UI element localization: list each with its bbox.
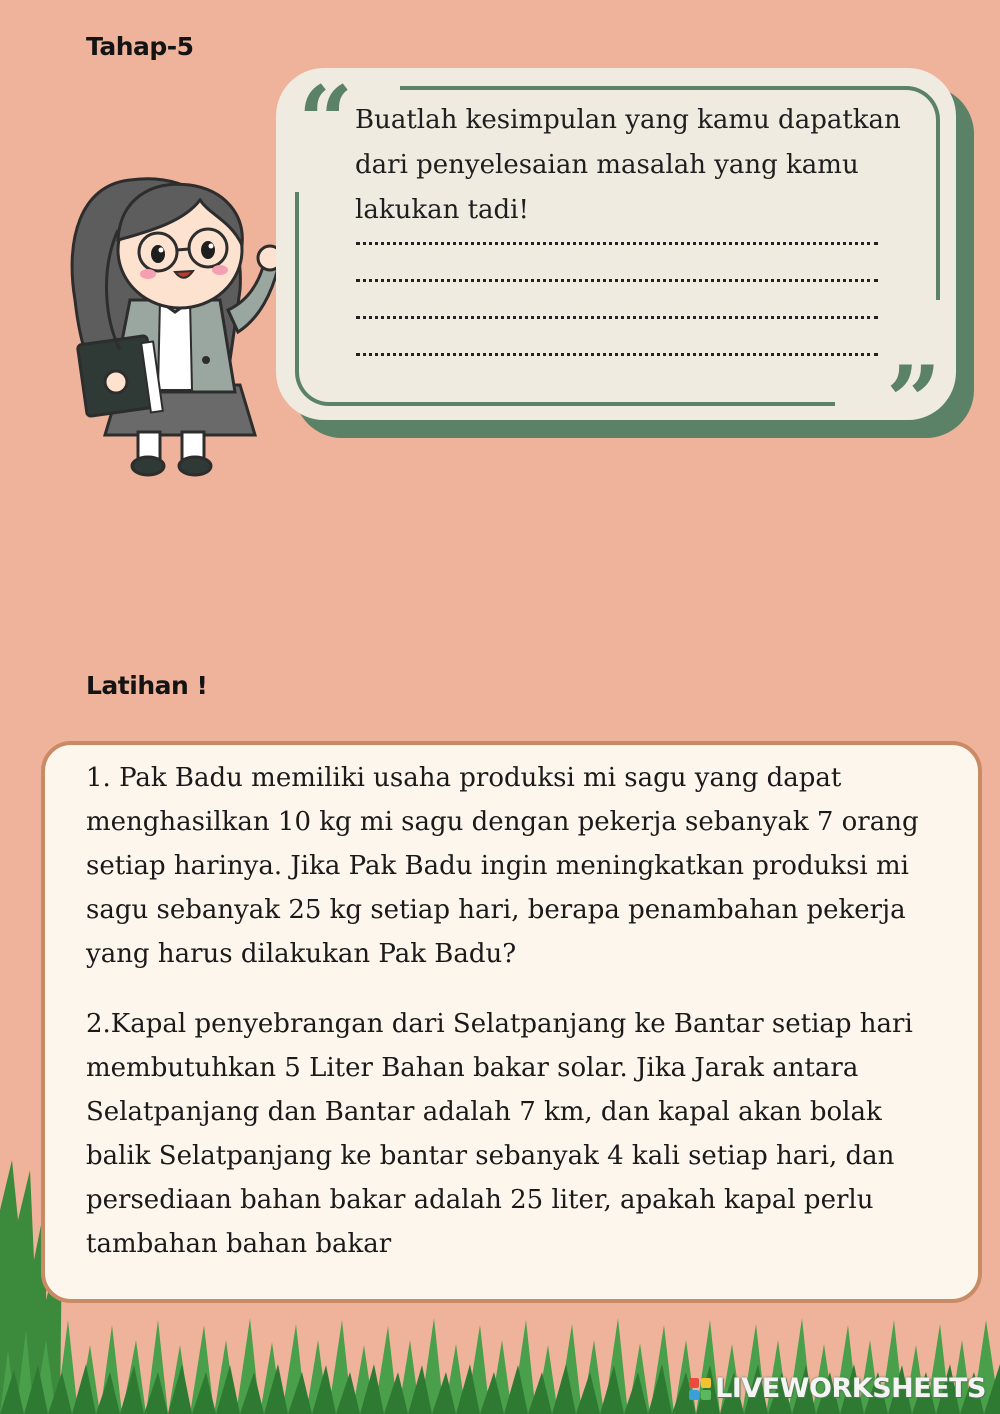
exercise-question-2: 2.Kapal penyebrangan dari Selatpanjang ke Bantar setiap hari membutuhkan 5 Liter Bahan bakar solar. Jika Jarak antara Selatpanjang dan Bantar adalah 7 km, dan kapal akan bolak balik Selatpanjang ke bantar sebanyak 4 kali setiap hari, dan persediaan bahan bakar adalah 25 liter, apakah kapal perlu tambahan bahan bakar (86, 1009, 913, 1259)
watermark-text: LIVEWORKSHEETS (715, 1373, 986, 1404)
close-quote-icon: ” (886, 345, 942, 458)
liveworksheets-watermark (689, 1373, 986, 1404)
liveworksheets-logo-icon (689, 1378, 711, 1400)
answer-line[interactable] (356, 353, 878, 356)
exercise-question-1: 1. Pak Badu memiliki usaha produksi mi sagu yang dapat menghasilkan 10 kg mi sagu dengan pekerja sebanyak 7 orang setiap harinya. Jika Pak Badu ingin meningkatkan produksi mi sagu sebanyak 25 kg setiap hari, berapa penambahan pekerja yang harus dilakukan Pak Badu? (86, 763, 919, 969)
answer-line[interactable] (356, 316, 878, 319)
answer-line[interactable] (356, 242, 878, 245)
answer-line[interactable] (356, 279, 878, 282)
conclusion-prompt: Buatlah kesimpulan yang kamu dapatkan dari penyelesaian masalah yang kamu lakukan tadi! (355, 105, 901, 225)
open-quote-icon: “ (298, 65, 354, 178)
teacher-illustration (60, 160, 290, 480)
exercise-heading: Latihan ! (86, 671, 208, 700)
stage-heading: Tahap-5 (86, 32, 194, 61)
